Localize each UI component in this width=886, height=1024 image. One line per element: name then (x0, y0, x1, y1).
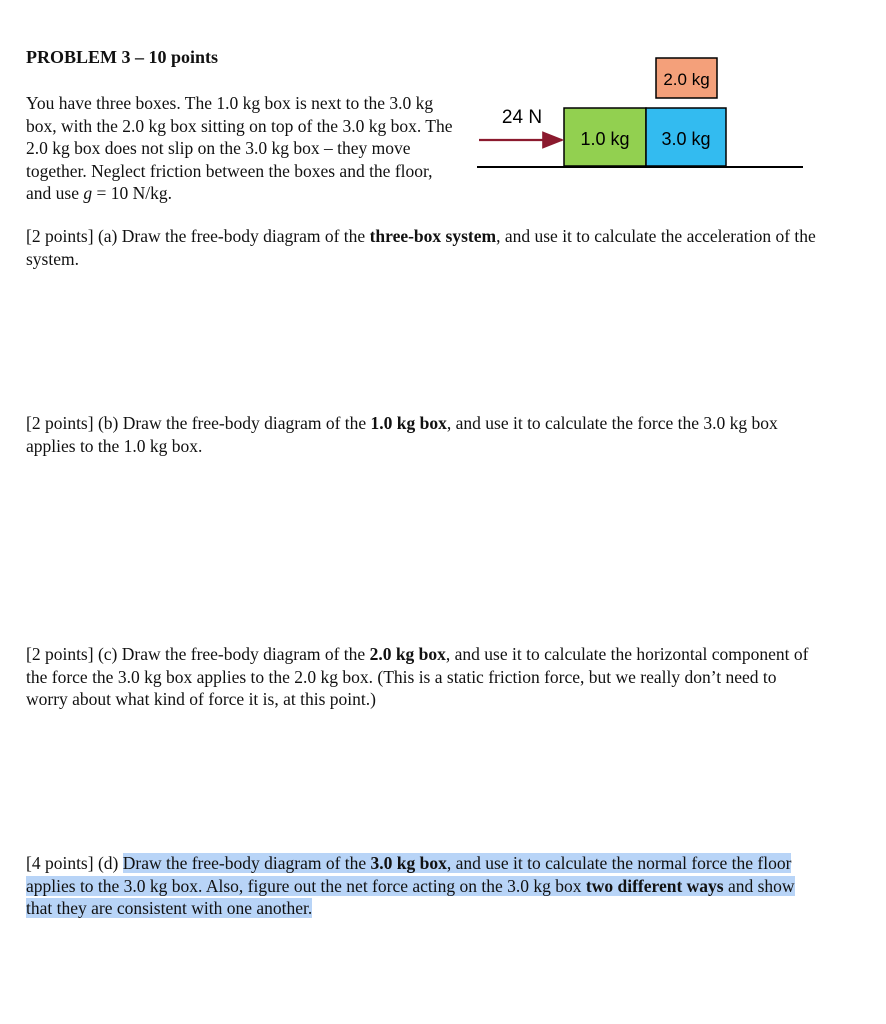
intro-text-end: = 10 N/kg. (92, 183, 172, 203)
intro-g-symbol: g (83, 183, 93, 203)
part-d-pre: [4 points] (d) (26, 853, 123, 873)
part-b (26, 412, 826, 457)
boxes-figure (475, 52, 805, 177)
intro-text: You have three boxes. The 1.0 kg box is next to the 3.0 kg box, with the 2.0 kg box sitting on top of the 3.0 kg box. The 2.0 kg box does not slip on the 3.0 kg box – they move together. Neglect friction between the boxes and the floor, and use (26, 93, 453, 203)
problem-intro (26, 92, 456, 205)
problem-title: PROBLEM 3 – 10 points (26, 47, 219, 67)
part-a-bold: three-box system (369, 226, 497, 246)
part-c-post: , and use it to calculate the horizontal component of the force the 3.0 kg box applies to the 2.0 kg box. (This is a static friction force, but we really don’t need to worry about what kind of force it is, at this point.) (26, 644, 809, 709)
force-label: 24 N (501, 107, 543, 128)
part-d (26, 852, 806, 920)
part-d-highlight-3: and show that they are consistent with one another. (26, 875, 795, 918)
part-d-highlight-1: Draw the free-body diagram of the (122, 853, 371, 873)
box-2kg-label: 2.0 kg (663, 70, 710, 89)
part-d-bold-2: two different ways (585, 875, 724, 896)
part-b-bold: 1.0 kg box (370, 413, 447, 433)
part-c (26, 643, 821, 711)
part-d-bold-1: 3.0 kg box (370, 853, 447, 873)
part-c-pre: [2 points] (c) Draw the free-body diagram of the (26, 644, 370, 664)
part-a-post: , and use it to calculate the acceleration of the system. (26, 226, 816, 269)
part-b-pre: [2 points] (b) Draw the free-body diagram of the (26, 413, 371, 433)
box-1kg-label: 1.0 kg (580, 129, 630, 149)
box-3kg-label: 3.0 kg (661, 129, 711, 149)
part-c-bold: 2.0 kg box (369, 644, 446, 664)
part-a (26, 225, 826, 270)
part-d-highlight-2: , and use it to calculate the normal force the floor applies to the 3.0 kg box. Also, figure out the net force acting on the 3.0 kg box (26, 853, 792, 896)
part-a-pre: [2 points] (a) Draw the free-body diagram of the (26, 226, 370, 246)
part-b-post: , and use it to calculate the force the 3.0 kg box applies to the 1.0 kg box. (26, 413, 778, 456)
